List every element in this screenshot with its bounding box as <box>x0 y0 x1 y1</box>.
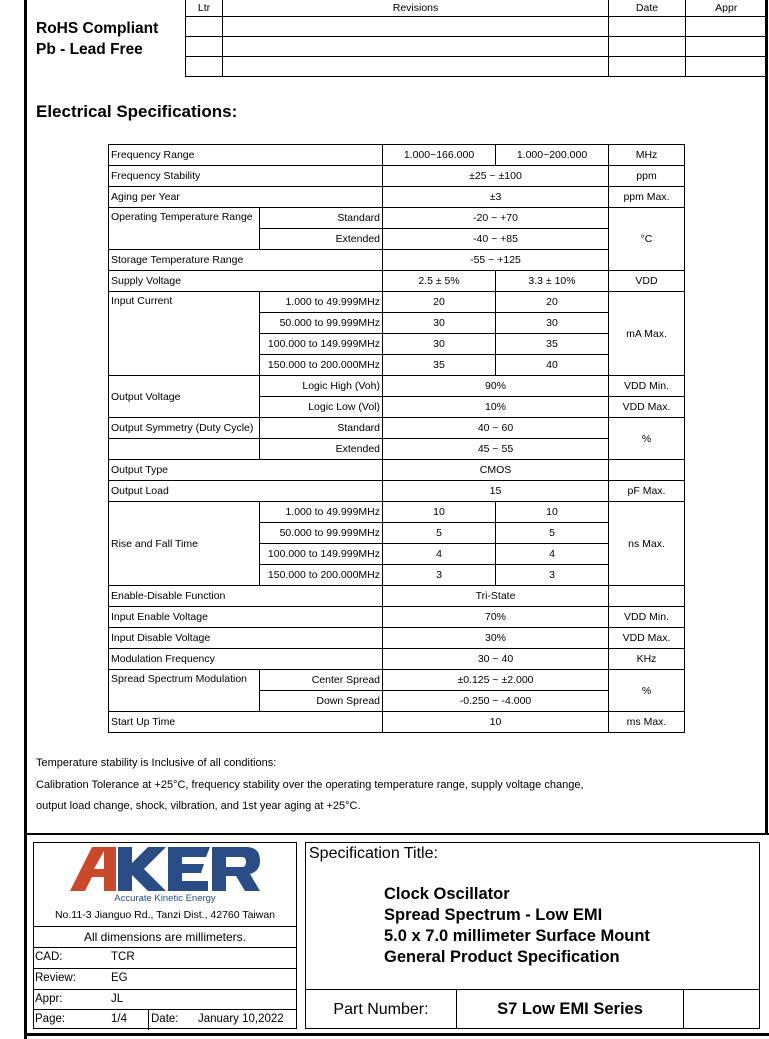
value: 30 <box>383 313 496 334</box>
unit: VDD Max. <box>609 397 685 418</box>
page-date-row <box>34 1009 296 1030</box>
value: -40 ~ +85 <box>383 229 609 250</box>
unit: VDD Min. <box>609 376 685 397</box>
cad-value: TCR <box>111 951 135 963</box>
value: 4 <box>383 544 496 565</box>
sub-label: 1.000 to 49.999MHz <box>260 502 383 523</box>
value: 15 <box>383 481 609 502</box>
unit: MHz <box>609 145 685 166</box>
value: 3.3 ± 10% <box>496 271 609 292</box>
param-label: Output Load <box>109 481 383 502</box>
value: 40 ~ 60 <box>383 418 609 439</box>
dimensions-note: All dimensions are millimeters. <box>83 930 247 944</box>
unit: °C <box>609 208 685 271</box>
value: -20 ~ +70 <box>383 208 609 229</box>
date-label: Date: <box>151 1013 179 1025</box>
table-row <box>109 607 685 628</box>
part-number-row <box>306 989 759 1029</box>
unit: ms Max. <box>609 712 685 733</box>
cad-label: CAD: <box>35 951 63 963</box>
value: ±25 ~ ±100 <box>383 166 609 187</box>
param-label: Frequency Stability <box>109 166 383 187</box>
page-frame-left <box>24 0 27 1039</box>
cell <box>686 16 767 36</box>
param-label: Input Enable Voltage <box>109 607 383 628</box>
col-date: Date <box>609 0 686 16</box>
unit: pF Max. <box>609 481 685 502</box>
table-row <box>109 649 685 670</box>
sub-label: Center Spread <box>260 670 383 691</box>
page-frame-bottom <box>24 1033 769 1036</box>
title-block-divider <box>24 833 769 835</box>
company-address: No.11-3 Jianguo Rd., Tanzi Dist., 42760 Taiwan <box>54 909 276 921</box>
value: -55 ~ +125 <box>383 250 609 271</box>
table-row <box>109 670 685 691</box>
sub-label: 150.000 to 200.000MHz <box>260 565 383 586</box>
table-row <box>109 250 685 271</box>
value: Tri-State <box>383 586 609 607</box>
table-row <box>109 439 685 460</box>
table-row <box>109 502 685 523</box>
date-value: January 10,2022 <box>198 1013 284 1025</box>
param-label: Input Current <box>109 292 260 376</box>
value: 4 <box>496 544 609 565</box>
table-row <box>109 187 685 208</box>
sub-label: 50.000 to 99.999MHz <box>260 313 383 334</box>
section-title: Electrical Specifications: <box>36 102 238 121</box>
cell <box>186 36 223 56</box>
value: 30 <box>496 313 609 334</box>
value: 10% <box>383 397 609 418</box>
unit: mA Max. <box>609 292 685 376</box>
sub-label: Logic High (Voh) <box>260 376 383 397</box>
value: 30 <box>383 334 496 355</box>
sub-label: Down Spread <box>260 691 383 712</box>
unit: VDD <box>609 271 685 292</box>
table-row <box>109 586 685 607</box>
revisions-header-row <box>186 0 767 16</box>
page-frame-right <box>765 0 768 834</box>
param-label: Output Voltage <box>109 376 260 418</box>
table-row <box>186 16 767 36</box>
appr-label: Appr: <box>35 993 63 1005</box>
table-row <box>186 36 767 56</box>
notes <box>36 753 584 818</box>
unit: ppm Max. <box>609 187 685 208</box>
value: 35 <box>496 334 609 355</box>
param-label: Output Symmetry (Duty Cycle) <box>109 418 260 439</box>
param-label: Operating Temperature Range <box>109 208 260 250</box>
value: 3 <box>383 565 496 586</box>
cell <box>223 56 609 76</box>
cell <box>186 16 223 36</box>
table-row <box>109 376 685 397</box>
value: 10 <box>383 712 609 733</box>
sub-label: Standard <box>260 418 383 439</box>
sub-label: Extended <box>260 439 383 460</box>
cell <box>686 56 767 76</box>
table-row <box>109 628 685 649</box>
param-label: Storage Temperature Range <box>109 250 383 271</box>
param-label: Input Disable Voltage <box>109 628 383 649</box>
cell <box>686 36 767 56</box>
unit <box>609 460 685 481</box>
part-number-label: Part Number: <box>333 1001 429 1018</box>
value: 20 <box>496 292 609 313</box>
param-label-empty <box>109 439 260 460</box>
value: ±3 <box>383 187 609 208</box>
value: 5 <box>383 523 496 544</box>
appr-value: JL <box>111 993 124 1005</box>
aker-logo-icon <box>70 847 260 891</box>
rohs-line1: RoHS Compliant <box>36 20 159 37</box>
sub-label: Extended <box>260 229 383 250</box>
table-row <box>186 56 767 76</box>
value: -0.250 ~ -4.000 <box>383 691 609 712</box>
page-value: 1/4 <box>111 1013 127 1025</box>
value: 30% <box>383 628 609 649</box>
value: 90% <box>383 376 609 397</box>
sub-label: 100.000 to 149.999MHz <box>260 334 383 355</box>
table-row <box>109 460 685 481</box>
note-line: output load change, shock, vilbration, and 1st year aging at +25°C. <box>36 800 361 812</box>
sub-label: 50.000 to 99.999MHz <box>260 523 383 544</box>
value: 10 <box>496 502 609 523</box>
value: 30 ~ 40 <box>383 649 609 670</box>
cell <box>609 56 686 76</box>
note-line: Temperature stability is Inclusive of all conditions: <box>36 757 277 769</box>
divider <box>148 1010 149 1030</box>
cell <box>223 36 609 56</box>
cell <box>609 16 686 36</box>
cad-row <box>34 947 296 968</box>
sub-label: 1.000 to 49.999MHz <box>260 292 383 313</box>
unit: ppm <box>609 166 685 187</box>
col-ltr: Ltr <box>186 0 223 16</box>
value: 20 <box>383 292 496 313</box>
cell <box>223 16 609 36</box>
table-row <box>109 418 685 439</box>
spec-title <box>384 884 650 968</box>
part-number-value: S7 Low EMI Series <box>497 1000 643 1018</box>
table-row <box>109 292 685 313</box>
page-label: Page: <box>35 1013 66 1025</box>
col-appr: Appr <box>686 0 767 16</box>
appr-row <box>34 989 296 1010</box>
electrical-specifications-table <box>108 144 685 733</box>
sub-label: Standard <box>260 208 383 229</box>
unit <box>609 586 685 607</box>
logo-subtitle: Accurate Kinetic Energy <box>114 893 216 904</box>
param-label: Modulation Frequency <box>109 649 383 670</box>
rohs-statement <box>36 18 158 60</box>
dimensions-row <box>34 926 296 947</box>
note-line: Calibration Tolerance at +25°C, frequency stability over the operating temperature range, supply voltage change, <box>36 778 584 791</box>
param-label: Frequency Range <box>109 145 383 166</box>
value: 45 ~ 55 <box>383 439 609 460</box>
spec-title-line: 5.0 x 7.0 millimeter Surface Mount <box>384 927 650 945</box>
table-row <box>109 208 685 229</box>
unit: KHz <box>609 649 685 670</box>
unit: % <box>609 418 685 460</box>
table-row <box>109 271 685 292</box>
spec-title-label: Specification Title: <box>309 845 438 862</box>
value: 2.5 ± 5% <box>383 271 496 292</box>
value: 35 <box>383 355 496 376</box>
spec-title-line: General Product Specification <box>384 948 620 966</box>
param-label: Start Up Time <box>109 712 383 733</box>
unit: % <box>609 670 685 712</box>
specification-title-box <box>305 842 760 1029</box>
review-row <box>34 968 296 989</box>
param-label: Aging per Year <box>109 187 383 208</box>
value: 40 <box>496 355 609 376</box>
value: 1.000~200.000 <box>496 145 609 166</box>
value: 3 <box>496 565 609 586</box>
sub-label: 150.000 to 200.000MHz <box>260 355 383 376</box>
value: 5 <box>496 523 609 544</box>
param-label: Output Type <box>109 460 383 481</box>
company-info-box <box>33 842 297 1029</box>
value: 1.000~166.000 <box>383 145 496 166</box>
col-revisions: Revisions <box>223 0 609 16</box>
value: 70% <box>383 607 609 628</box>
value: 10 <box>383 502 496 523</box>
sub-label: Logic Low (Vol) <box>260 397 383 418</box>
rohs-line2: Pb - Lead Free <box>36 41 143 58</box>
revisions-table <box>185 0 767 77</box>
param-label: Enable-Disable Function <box>109 586 383 607</box>
value: CMOS <box>383 460 609 481</box>
divider <box>683 990 684 1029</box>
sub-label: 100.000 to 149.999MHz <box>260 544 383 565</box>
table-row <box>109 166 685 187</box>
param-label: Spread Spectrum Modulation <box>109 670 260 712</box>
unit: VDD Max. <box>609 628 685 649</box>
table-row <box>109 481 685 502</box>
value: ±0.125 ~ ±2.000 <box>383 670 609 691</box>
review-label: Review: <box>35 972 76 984</box>
unit: ns Max. <box>609 502 685 586</box>
param-label: Rise and Fall Time <box>109 502 260 586</box>
unit: VDD Min. <box>609 607 685 628</box>
table-row <box>109 712 685 733</box>
cell <box>186 56 223 76</box>
review-value: EG <box>111 972 128 984</box>
param-label: Supply Voltage <box>109 271 383 292</box>
spec-title-line: Spread Spectrum - Low EMI <box>384 906 603 924</box>
table-row <box>109 145 685 166</box>
cell <box>609 36 686 56</box>
spec-title-line: Clock Oscillator <box>384 885 510 903</box>
